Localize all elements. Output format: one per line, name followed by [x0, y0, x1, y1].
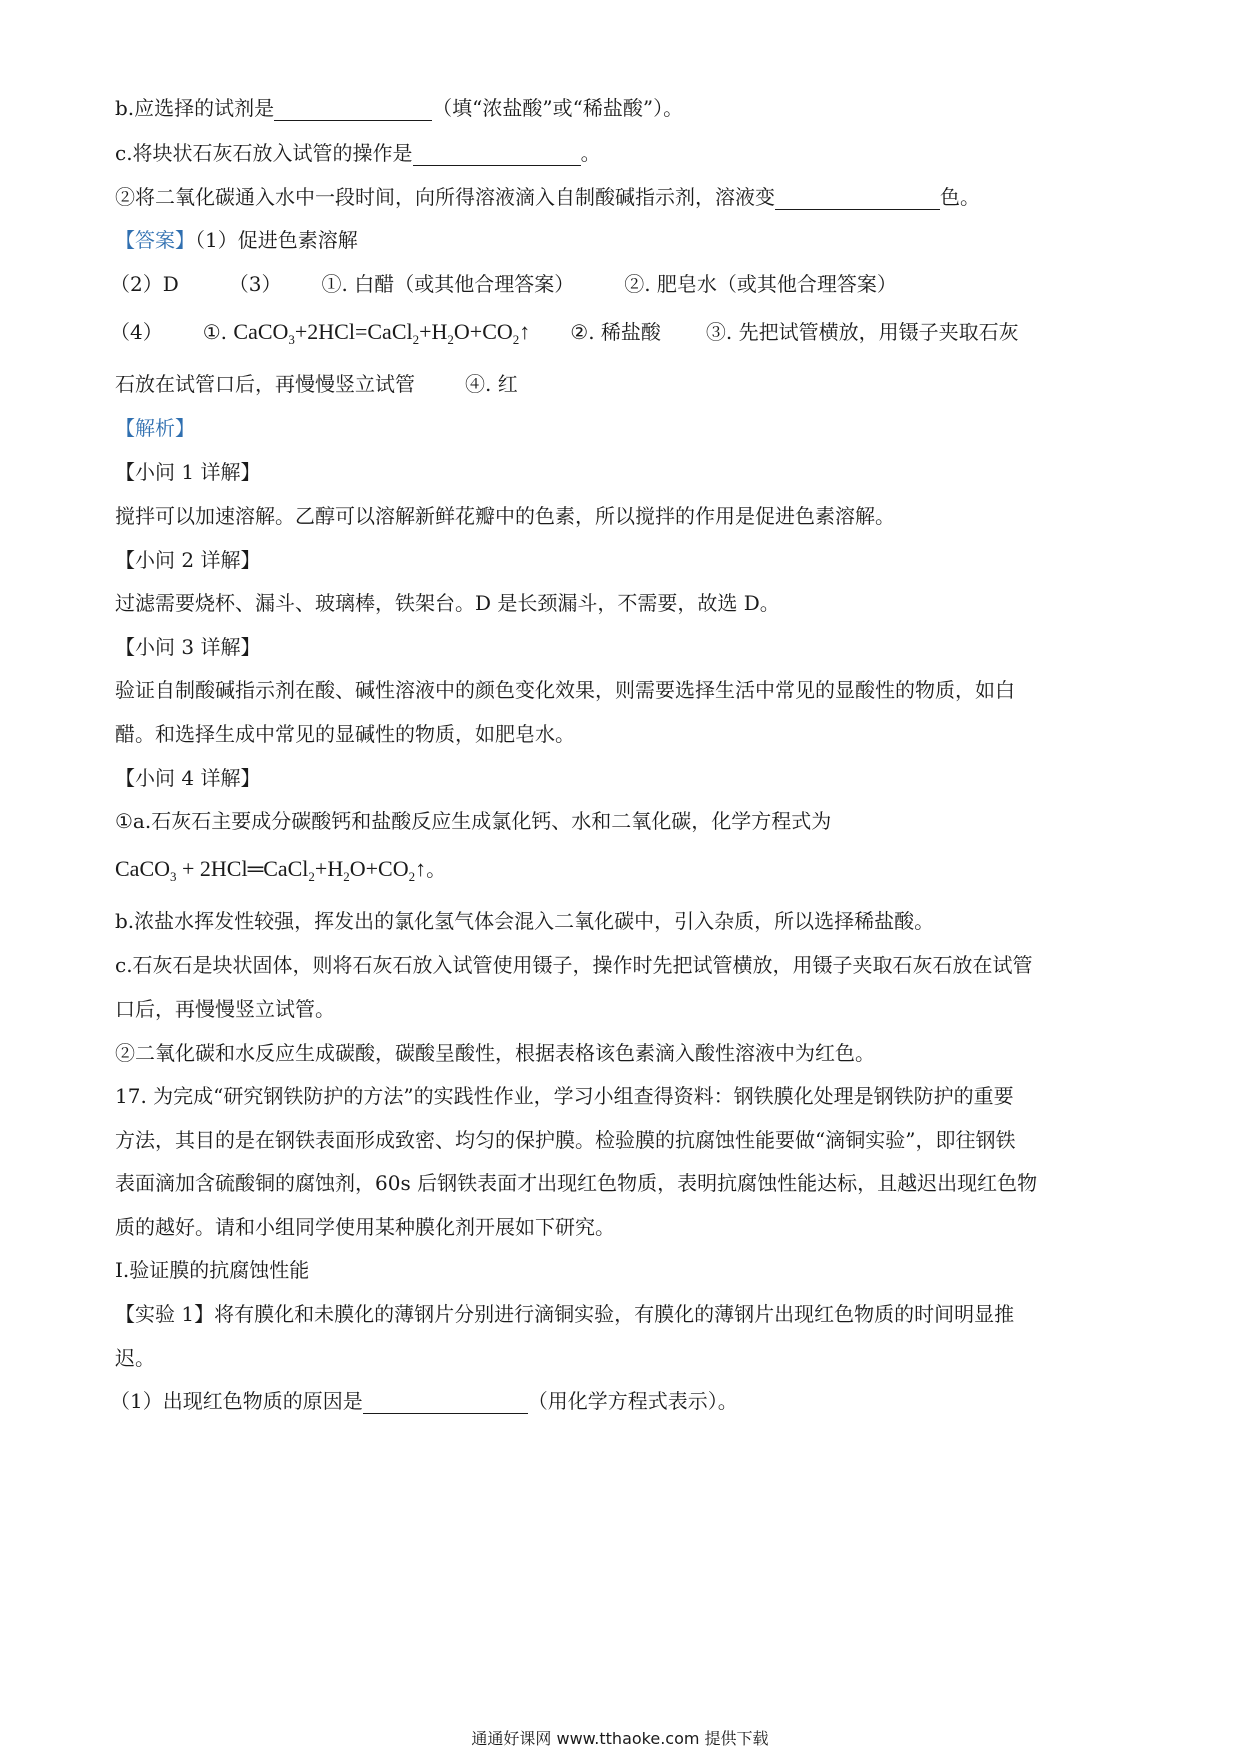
line-text: 。 [580, 141, 601, 165]
question-17-text: 17. 为完成“研究钢铁防护的方法”的实践性作业，学习小组查得资料：钢铁膜化处理是钢铁防护的重要 [115, 1084, 1014, 1108]
paragraph: ①a.石灰石主要成分碳酸钙和盐酸反应生成氯化钙、水和二氧化碳，化学方程式为 [115, 809, 832, 833]
question-17-text: 质的越好。请和小组同学使用某种膜化剂开展如下研究。 [115, 1215, 615, 1239]
paragraph: c.石灰石是块状固体，则将石灰石放入试管使用镊子，操作时先把试管横放，用镊子夹取石灰石放在试管 [115, 953, 1033, 977]
page-footer: 通通好课网 www.tthaoke.com 提供下载 [471, 1729, 769, 1748]
question-17-text: 方法，其目的是在钢铁表面形成致密、均匀的保护膜。检验膜的抗腐蚀性能要做“滴铜实验”，即往钢铁 [115, 1128, 1016, 1152]
experiment-tag: 【实验 1】 [115, 1302, 215, 1326]
paragraph: b.浓盐水挥发性较强，挥发出的氯化氢气体会混入二氧化碳中，引入杂质，所以选择稀盐酸。 [115, 909, 935, 933]
paragraph: 验证自制酸碱指示剂在酸、碱性溶液中的颜色变化效果，则需要选择生活中常见的显酸性的物质，如白 [115, 678, 1015, 702]
answer-text: （3） [228, 272, 282, 296]
subquestion-heading: 【小问 2 详解】 [115, 548, 261, 572]
paragraph: 过滤需要烧杯、漏斗、玻璃棒，铁架台。D 是长颈漏斗，不需要，故选 D。 [115, 591, 780, 615]
answer-text: （4） [110, 320, 163, 344]
line-text: b.应选择的试剂是 [115, 96, 275, 120]
answer-text: （2）D [110, 272, 179, 296]
subquestion-heading: 【小问 3 详解】 [115, 635, 261, 659]
subquestion-heading: 【小问 4 详解】 [115, 766, 261, 790]
answer-text: ②. 稀盐酸 [570, 320, 661, 344]
paragraph: 迟。 [115, 1346, 155, 1370]
answer-line-4-cont [115, 370, 518, 398]
answer-blank [274, 98, 432, 121]
answer-text: ①. [202, 320, 228, 344]
line-text: （1）出现红色物质的原因是 [110, 1389, 363, 1413]
chemical-equation: CaCO$_3$ + $2HCl═CaCl_2+H_2O+CO_2↑$ [115, 856, 427, 884]
answer-text: （1）促进色素溶解 [195, 228, 358, 252]
paragraph: ②二氧化碳和水反应生成碳酸，碳酸呈酸性，根据表格该色素滴入酸性溶液中为红色。 [115, 1041, 875, 1065]
chemical-equation: $CaCO_3+2HCl=CaCl_2+H_2O+CO_2↑$ [233, 319, 531, 347]
answer-line-2 [110, 270, 897, 298]
section-heading: I.验证膜的抗腐蚀性能 [115, 1258, 310, 1282]
equation-line [115, 855, 446, 883]
line-text: 将有膜化和未膜化的薄钢片分别进行滴铜实验，有膜化的薄钢片出现红色物质的时间明显推 [214, 1302, 1015, 1326]
answer-text: ②. 肥皂水（或其他合理答案） [624, 272, 897, 296]
answer-text: ④. 红 [465, 372, 518, 396]
answer-text: 石放在试管口后，再慢慢竖立试管 [115, 372, 415, 396]
answer-blank [363, 1391, 528, 1414]
line-text: 色。 [940, 185, 980, 209]
question-line-2 [115, 183, 980, 211]
question-17-text: 表面滴加含硫酸铜的腐蚀剂，60s 后钢铁表面才出现红色物质，表明抗腐蚀性能达标，且越迟出现红色物 [115, 1171, 1038, 1195]
paragraph: 搅拌可以加速溶解。乙醇可以溶解新鲜花瓣中的色素，所以搅拌的作用是促进色素溶解。 [115, 504, 895, 528]
answer-text: ①. 白醋（或其他合理答案） [321, 272, 575, 296]
answer-text: ③. 先把试管横放，用镊子夹取石灰 [705, 320, 1019, 344]
answer-blank [775, 187, 940, 210]
line-text: 。 [426, 857, 447, 881]
analysis-tag: 【解析】 [115, 416, 195, 440]
experiment-line [115, 1300, 1014, 1328]
answer-tag: 【答案】 [115, 228, 195, 252]
answer-line-1 [115, 226, 358, 254]
paragraph: 口后，再慢慢竖立试管。 [115, 997, 335, 1021]
answer-line-4 [110, 318, 1019, 346]
line-text: （填“浓盐酸”或“稀盐酸”）。 [432, 96, 684, 120]
line-text: c.将块状石灰石放入试管的操作是 [115, 141, 413, 165]
line-text: ②将二氧化碳通入水中一段时间，向所得溶液滴入自制酸碱指示剂，溶液变 [115, 185, 775, 209]
paragraph: 醋。和选择生成中常见的显碱性的物质，如肥皂水。 [115, 722, 575, 746]
question-line-c [115, 139, 601, 167]
answer-blank [413, 143, 581, 166]
question-17-1 [110, 1387, 738, 1415]
subquestion-heading: 【小问 1 详解】 [115, 460, 261, 484]
question-line-b [115, 94, 683, 122]
line-text: （用化学方程式表示）。 [527, 1389, 738, 1413]
